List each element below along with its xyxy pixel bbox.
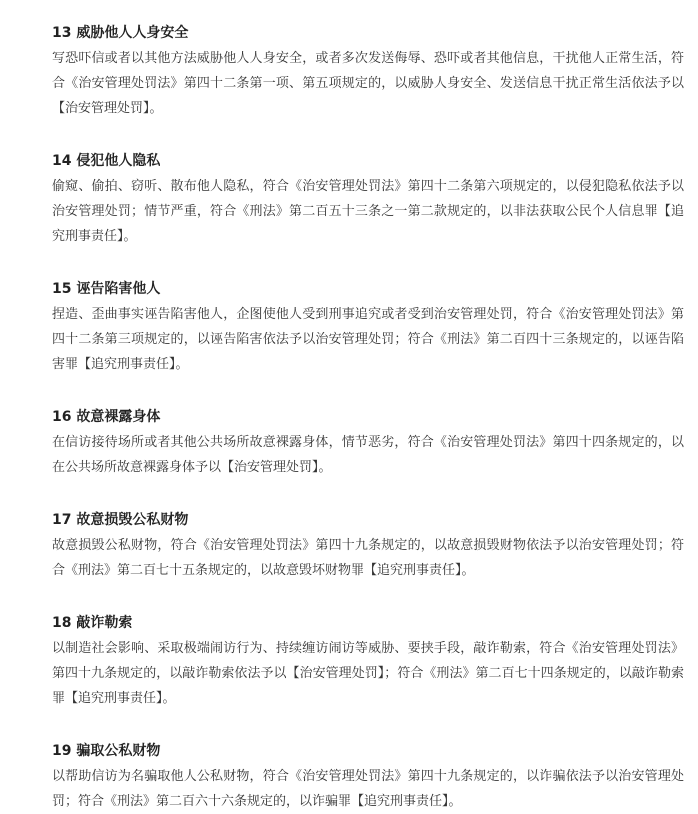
section-17 [52, 507, 684, 583]
section-title: 19 骗取公私财物 [52, 743, 161, 759]
section-title: 18 敲诈勒索 [52, 615, 133, 631]
section-body: 以帮助信访为名骗取他人公私财物，符合《治安管理处罚法》第四十九条规定的，以诈骗依法予以治安管理处罚；符合《刑法》第二百六十六条规定的，以诈骗罪【追究刑事责任】。 [52, 769, 684, 809]
section-19 [52, 738, 684, 814]
section-title: 17 故意损毁公私财物 [52, 512, 189, 528]
section-14 [52, 148, 684, 249]
section-16 [52, 404, 684, 480]
section-body: 偷窥、偷拍、窃听、散布他人隐私，符合《治安管理处罚法》第四十二条第六项规定的，以侵犯隐私依法予以治安管理处罚；情节严重，符合《刑法》第二百五十三条之一第二款规定的，以非法获取公民个人信息罪【追究刑事责任】。 [52, 179, 684, 244]
section-15 [52, 276, 684, 377]
section-body: 故意损毁公私财物，符合《治安管理处罚法》第四十九条规定的，以故意损毁财物依法予以治安管理处罚；符合《刑法》第二百七十五条规定的，以故意毁坏财物罪【追究刑事责任】。 [52, 538, 684, 578]
section-body: 在信访接待场所或者其他公共场所故意裸露身体，情节恶劣，符合《治安管理处罚法》第四十四条规定的，以在公共场所故意裸露身体予以【治安管理处罚】。 [52, 435, 684, 475]
section-body: 写恐吓信或者以其他方法威胁他人人身安全，或者多次发送侮辱、恐吓或者其他信息，干扰他人正常生活，符合《治安管理处罚法》第四十二条第一项、第五项规定的，以威胁人身安全、发送信息干扰正常生活依法予以【治安管理处罚】。 [52, 51, 684, 116]
section-18 [52, 610, 684, 711]
section-title: 13 威胁他人人身安全 [52, 25, 189, 41]
section-body: 捏造、歪曲事实诬告陷害他人，企图使他人受到刑事追究或者受到治安管理处罚，符合《治安管理处罚法》第四十二条第三项规定的，以诬告陷害依法予以治安管理处罚；符合《刑法》第二百四十三条规定的，以诬告陷害罪【追究刑事责任】。 [52, 307, 684, 372]
section-13 [52, 20, 684, 121]
section-title: 15 诬告陷害他人 [52, 281, 161, 297]
section-body: 以制造社会影响、采取极端闹访行为、持续缠访闹访等威胁、要挟手段，敲诈勒索，符合《治安管理处罚法》第四十九条规定的，以敲诈勒索依法予以【治安管理处罚】；符合《刑法》第二百七十四条规定的，以敲诈勒索罪【追究刑事责任】。 [52, 641, 684, 706]
section-title: 16 故意裸露身体 [52, 409, 161, 425]
section-title: 14 侵犯他人隐私 [52, 153, 161, 169]
